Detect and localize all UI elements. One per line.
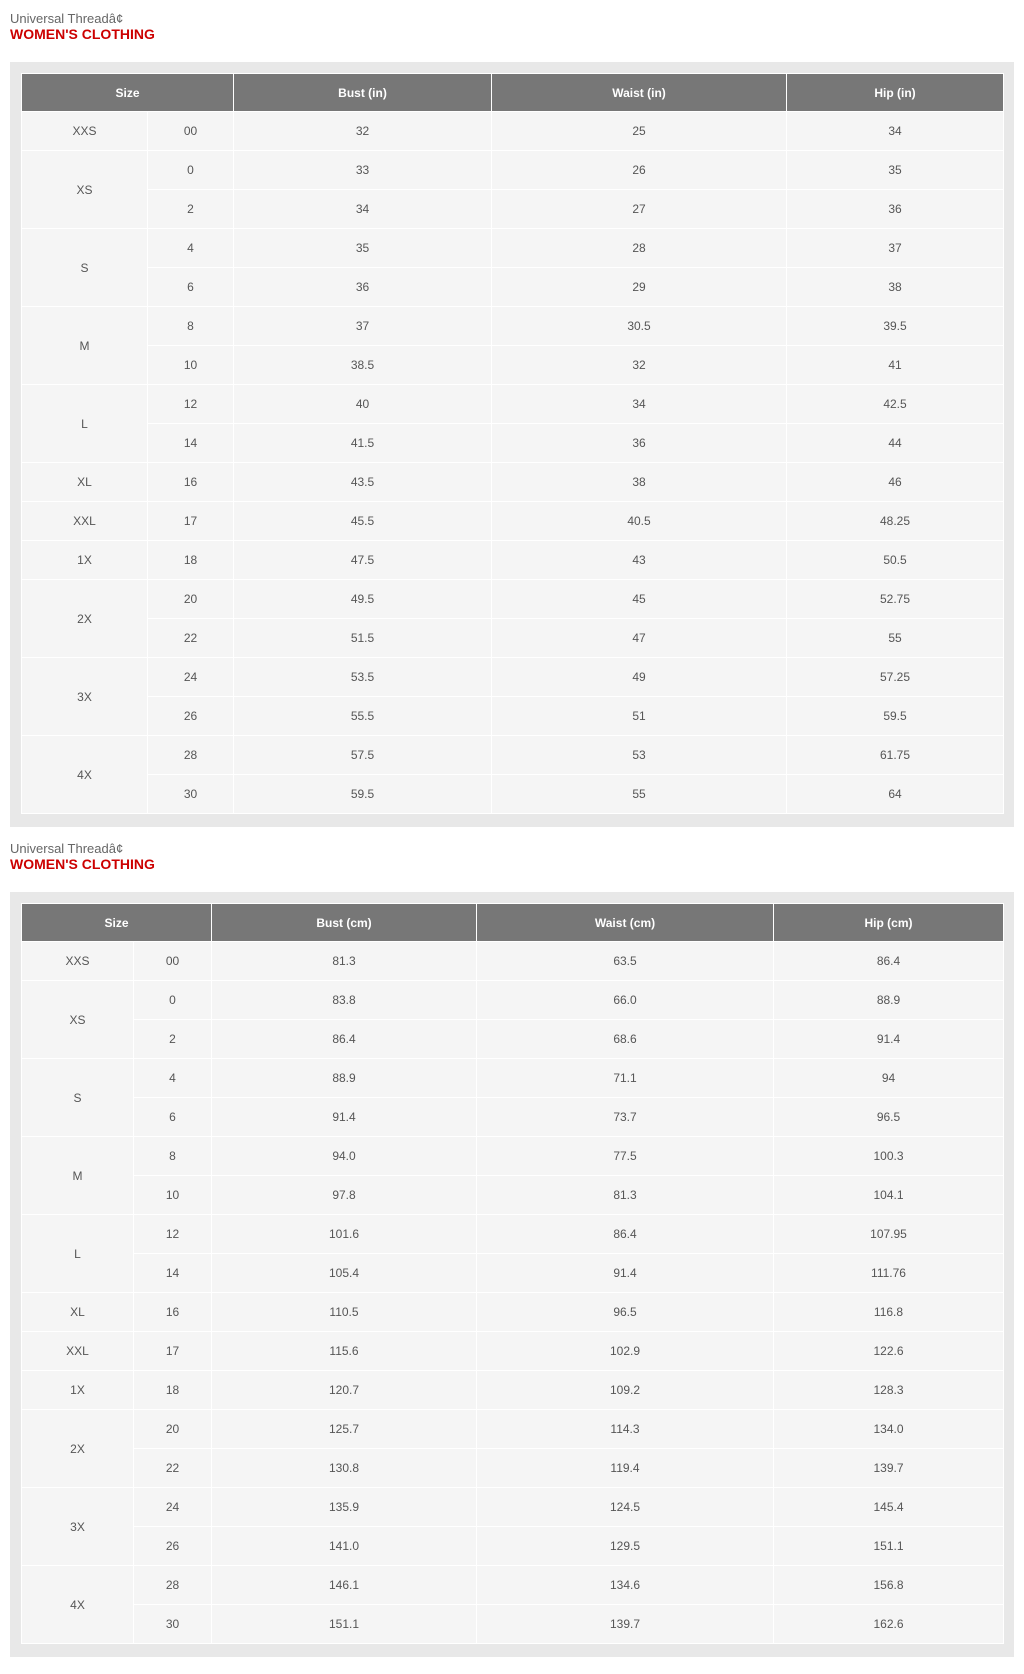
waist-cell: 73.7 xyxy=(477,1098,774,1137)
size-number-cell: 14 xyxy=(134,1254,212,1293)
waist-cell: 36 xyxy=(492,424,787,463)
table-row xyxy=(22,229,1004,268)
bust-cell: 125.7 xyxy=(212,1410,477,1449)
size-label-cell: XXL xyxy=(22,1332,134,1371)
bust-cell: 105.4 xyxy=(212,1254,477,1293)
bust-cell: 51.5 xyxy=(234,619,492,658)
table-row xyxy=(22,1527,1004,1566)
bust-cell: 115.6 xyxy=(212,1332,477,1371)
size-number-cell: 14 xyxy=(148,424,234,463)
size-number-cell: 8 xyxy=(134,1137,212,1176)
size-number-cell: 2 xyxy=(134,1020,212,1059)
header-hip: Hip (cm) xyxy=(774,904,1004,942)
bust-cell: 86.4 xyxy=(212,1020,477,1059)
hip-cell: 50.5 xyxy=(787,541,1004,580)
table-row xyxy=(22,1020,1004,1059)
waist-cell: 25 xyxy=(492,112,787,151)
bust-cell: 55.5 xyxy=(234,697,492,736)
header-waist: Waist (in) xyxy=(492,74,787,112)
size-number-cell: 17 xyxy=(148,502,234,541)
waist-cell: 53 xyxy=(492,736,787,775)
size-number-cell: 16 xyxy=(148,463,234,502)
waist-cell: 38 xyxy=(492,463,787,502)
header-row xyxy=(22,904,1004,942)
waist-cell: 68.6 xyxy=(477,1020,774,1059)
size-label-cell: 4X xyxy=(22,736,148,814)
bust-cell: 141.0 xyxy=(212,1527,477,1566)
waist-cell: 81.3 xyxy=(477,1176,774,1215)
size-label-cell: XXS xyxy=(22,942,134,981)
hip-cell: 111.76 xyxy=(774,1254,1004,1293)
bust-cell: 94.0 xyxy=(212,1137,477,1176)
size-number-cell: 24 xyxy=(148,658,234,697)
hip-cell: 88.9 xyxy=(774,981,1004,1020)
table-row xyxy=(22,346,1004,385)
waist-cell: 43 xyxy=(492,541,787,580)
size-label-cell: 3X xyxy=(22,658,148,736)
table-row xyxy=(22,1371,1004,1410)
waist-cell: 66.0 xyxy=(477,981,774,1020)
size-number-cell: 20 xyxy=(134,1410,212,1449)
size-number-cell: 22 xyxy=(134,1449,212,1488)
size-number-cell: 30 xyxy=(134,1605,212,1644)
table-row xyxy=(22,463,1004,502)
waist-cell: 26 xyxy=(492,151,787,190)
waist-cell: 91.4 xyxy=(477,1254,774,1293)
size-number-cell: 00 xyxy=(148,112,234,151)
bust-cell: 36 xyxy=(234,268,492,307)
header-bust: Bust (in) xyxy=(234,74,492,112)
waist-cell: 77.5 xyxy=(477,1137,774,1176)
bust-cell: 120.7 xyxy=(212,1371,477,1410)
waist-cell: 96.5 xyxy=(477,1293,774,1332)
hip-cell: 100.3 xyxy=(774,1137,1004,1176)
size-label-cell: 3X xyxy=(22,1488,134,1566)
table-row xyxy=(22,1215,1004,1254)
waist-cell: 139.7 xyxy=(477,1605,774,1644)
header-waist: Waist (cm) xyxy=(477,904,774,942)
size-number-cell: 8 xyxy=(148,307,234,346)
size-number-cell: 6 xyxy=(148,268,234,307)
table-row xyxy=(22,619,1004,658)
size-table xyxy=(21,903,1004,1644)
hip-cell: 128.3 xyxy=(774,1371,1004,1410)
bust-cell: 130.8 xyxy=(212,1449,477,1488)
hip-cell: 34 xyxy=(787,112,1004,151)
table-row xyxy=(22,1566,1004,1605)
hip-cell: 61.75 xyxy=(787,736,1004,775)
size-number-cell: 18 xyxy=(148,541,234,580)
bust-cell: 38.5 xyxy=(234,346,492,385)
bust-cell: 34 xyxy=(234,190,492,229)
table-row xyxy=(22,151,1004,190)
waist-cell: 55 xyxy=(492,775,787,814)
table-row xyxy=(22,775,1004,814)
bust-cell: 47.5 xyxy=(234,541,492,580)
table-row xyxy=(22,1410,1004,1449)
table-row xyxy=(22,736,1004,775)
table-row xyxy=(22,307,1004,346)
waist-cell: 45 xyxy=(492,580,787,619)
table-row xyxy=(22,1098,1004,1137)
table-row xyxy=(22,580,1004,619)
bust-cell: 88.9 xyxy=(212,1059,477,1098)
header-size: Size xyxy=(22,74,234,112)
size-label-cell: XL xyxy=(22,463,148,502)
size-label-cell: XXL xyxy=(22,502,148,541)
hip-cell: 46 xyxy=(787,463,1004,502)
bust-cell: 146.1 xyxy=(212,1566,477,1605)
hip-cell: 134.0 xyxy=(774,1410,1004,1449)
waist-cell: 102.9 xyxy=(477,1332,774,1371)
bust-cell: 33 xyxy=(234,151,492,190)
table-row xyxy=(22,1293,1004,1332)
size-label-cell: XS xyxy=(22,981,134,1059)
size-label-cell: S xyxy=(22,229,148,307)
waist-cell: 114.3 xyxy=(477,1410,774,1449)
bust-cell: 110.5 xyxy=(212,1293,477,1332)
hip-cell: 41 xyxy=(787,346,1004,385)
table-row xyxy=(22,112,1004,151)
bust-cell: 53.5 xyxy=(234,658,492,697)
size-label-cell: 2X xyxy=(22,1410,134,1488)
hip-cell: 59.5 xyxy=(787,697,1004,736)
size-label-cell: L xyxy=(22,385,148,463)
waist-cell: 28 xyxy=(492,229,787,268)
waist-cell: 63.5 xyxy=(477,942,774,981)
table-row xyxy=(22,268,1004,307)
table-row xyxy=(22,1137,1004,1176)
size-number-cell: 18 xyxy=(134,1371,212,1410)
waist-cell: 34 xyxy=(492,385,787,424)
table-row xyxy=(22,1254,1004,1293)
waist-cell: 109.2 xyxy=(477,1371,774,1410)
bust-cell: 135.9 xyxy=(212,1488,477,1527)
waist-cell: 119.4 xyxy=(477,1449,774,1488)
size-label-cell: 4X xyxy=(22,1566,134,1644)
size-chart-cm xyxy=(0,830,1024,1674)
bust-cell: 45.5 xyxy=(234,502,492,541)
bust-cell: 97.8 xyxy=(212,1176,477,1215)
hip-cell: 36 xyxy=(787,190,1004,229)
category-title: WOMEN'S CLOTHING xyxy=(10,26,155,42)
bust-cell: 101.6 xyxy=(212,1215,477,1254)
size-number-cell: 4 xyxy=(134,1059,212,1098)
size-number-cell: 4 xyxy=(148,229,234,268)
size-number-cell: 10 xyxy=(134,1176,212,1215)
hip-cell: 104.1 xyxy=(774,1176,1004,1215)
hip-cell: 35 xyxy=(787,151,1004,190)
size-label-cell: 1X xyxy=(22,1371,134,1410)
size-number-cell: 0 xyxy=(148,151,234,190)
size-table xyxy=(21,73,1004,814)
bust-cell: 37 xyxy=(234,307,492,346)
waist-cell: 86.4 xyxy=(477,1215,774,1254)
size-number-cell: 12 xyxy=(134,1215,212,1254)
size-label-cell: XXS xyxy=(22,112,148,151)
bust-cell: 151.1 xyxy=(212,1605,477,1644)
hip-cell: 39.5 xyxy=(787,307,1004,346)
hip-cell: 44 xyxy=(787,424,1004,463)
header-size: Size xyxy=(22,904,212,942)
size-number-cell: 10 xyxy=(148,346,234,385)
size-label-cell: XS xyxy=(22,151,148,229)
table-row xyxy=(22,1488,1004,1527)
size-number-cell: 30 xyxy=(148,775,234,814)
brand-name: Universal Threadâ¢ xyxy=(10,841,124,856)
waist-cell: 51 xyxy=(492,697,787,736)
bust-cell: 91.4 xyxy=(212,1098,477,1137)
hip-cell: 139.7 xyxy=(774,1449,1004,1488)
header-hip: Hip (in) xyxy=(787,74,1004,112)
table-row xyxy=(22,190,1004,229)
size-label-cell: L xyxy=(22,1215,134,1293)
waist-cell: 30.5 xyxy=(492,307,787,346)
hip-cell: 57.25 xyxy=(787,658,1004,697)
size-number-cell: 26 xyxy=(134,1527,212,1566)
hip-cell: 151.1 xyxy=(774,1527,1004,1566)
hip-cell: 37 xyxy=(787,229,1004,268)
table-row xyxy=(22,1176,1004,1215)
hip-cell: 91.4 xyxy=(774,1020,1004,1059)
bust-cell: 59.5 xyxy=(234,775,492,814)
hip-cell: 38 xyxy=(787,268,1004,307)
waist-cell: 29 xyxy=(492,268,787,307)
table-row xyxy=(22,658,1004,697)
size-label-cell: M xyxy=(22,307,148,385)
size-number-cell: 2 xyxy=(148,190,234,229)
table-row xyxy=(22,541,1004,580)
bust-cell: 43.5 xyxy=(234,463,492,502)
bust-cell: 81.3 xyxy=(212,942,477,981)
table-row xyxy=(22,697,1004,736)
hip-cell: 156.8 xyxy=(774,1566,1004,1605)
brand-name: Universal Threadâ¢ xyxy=(10,11,124,26)
size-number-cell: 0 xyxy=(134,981,212,1020)
waist-cell: 71.1 xyxy=(477,1059,774,1098)
bust-cell: 32 xyxy=(234,112,492,151)
hip-cell: 145.4 xyxy=(774,1488,1004,1527)
hip-cell: 55 xyxy=(787,619,1004,658)
hip-cell: 162.6 xyxy=(774,1605,1004,1644)
table-row xyxy=(22,1059,1004,1098)
size-number-cell: 00 xyxy=(134,942,212,981)
size-number-cell: 17 xyxy=(134,1332,212,1371)
bust-cell: 83.8 xyxy=(212,981,477,1020)
hip-cell: 122.6 xyxy=(774,1332,1004,1371)
waist-cell: 129.5 xyxy=(477,1527,774,1566)
bust-cell: 49.5 xyxy=(234,580,492,619)
waist-cell: 27 xyxy=(492,190,787,229)
table-row xyxy=(22,1449,1004,1488)
hip-cell: 116.8 xyxy=(774,1293,1004,1332)
hip-cell: 42.5 xyxy=(787,385,1004,424)
size-label-cell: S xyxy=(22,1059,134,1137)
waist-cell: 47 xyxy=(492,619,787,658)
size-label-cell: M xyxy=(22,1137,134,1215)
table-panel xyxy=(10,892,1014,1657)
header-row xyxy=(22,74,1004,112)
size-number-cell: 12 xyxy=(148,385,234,424)
table-panel xyxy=(10,62,1014,827)
header-bust: Bust (cm) xyxy=(212,904,477,942)
hip-cell: 86.4 xyxy=(774,942,1004,981)
hip-cell: 64 xyxy=(787,775,1004,814)
waist-cell: 32 xyxy=(492,346,787,385)
hip-cell: 48.25 xyxy=(787,502,1004,541)
size-number-cell: 22 xyxy=(148,619,234,658)
size-number-cell: 28 xyxy=(134,1566,212,1605)
size-label-cell: XL xyxy=(22,1293,134,1332)
bust-cell: 41.5 xyxy=(234,424,492,463)
size-number-cell: 24 xyxy=(134,1488,212,1527)
bust-cell: 57.5 xyxy=(234,736,492,775)
table-row xyxy=(22,502,1004,541)
size-number-cell: 26 xyxy=(148,697,234,736)
table-row xyxy=(22,981,1004,1020)
size-chart-inches xyxy=(0,0,1024,830)
size-number-cell: 28 xyxy=(148,736,234,775)
hip-cell: 96.5 xyxy=(774,1098,1004,1137)
hip-cell: 107.95 xyxy=(774,1215,1004,1254)
table-row xyxy=(22,942,1004,981)
table-row xyxy=(22,1605,1004,1644)
waist-cell: 40.5 xyxy=(492,502,787,541)
table-row xyxy=(22,424,1004,463)
category-title: WOMEN'S CLOTHING xyxy=(10,856,155,872)
hip-cell: 52.75 xyxy=(787,580,1004,619)
size-label-cell: 2X xyxy=(22,580,148,658)
bust-cell: 35 xyxy=(234,229,492,268)
bust-cell: 40 xyxy=(234,385,492,424)
size-number-cell: 16 xyxy=(134,1293,212,1332)
waist-cell: 124.5 xyxy=(477,1488,774,1527)
table-row xyxy=(22,385,1004,424)
table-row xyxy=(22,1332,1004,1371)
waist-cell: 134.6 xyxy=(477,1566,774,1605)
size-number-cell: 6 xyxy=(134,1098,212,1137)
size-number-cell: 20 xyxy=(148,580,234,619)
size-label-cell: 1X xyxy=(22,541,148,580)
waist-cell: 49 xyxy=(492,658,787,697)
hip-cell: 94 xyxy=(774,1059,1004,1098)
